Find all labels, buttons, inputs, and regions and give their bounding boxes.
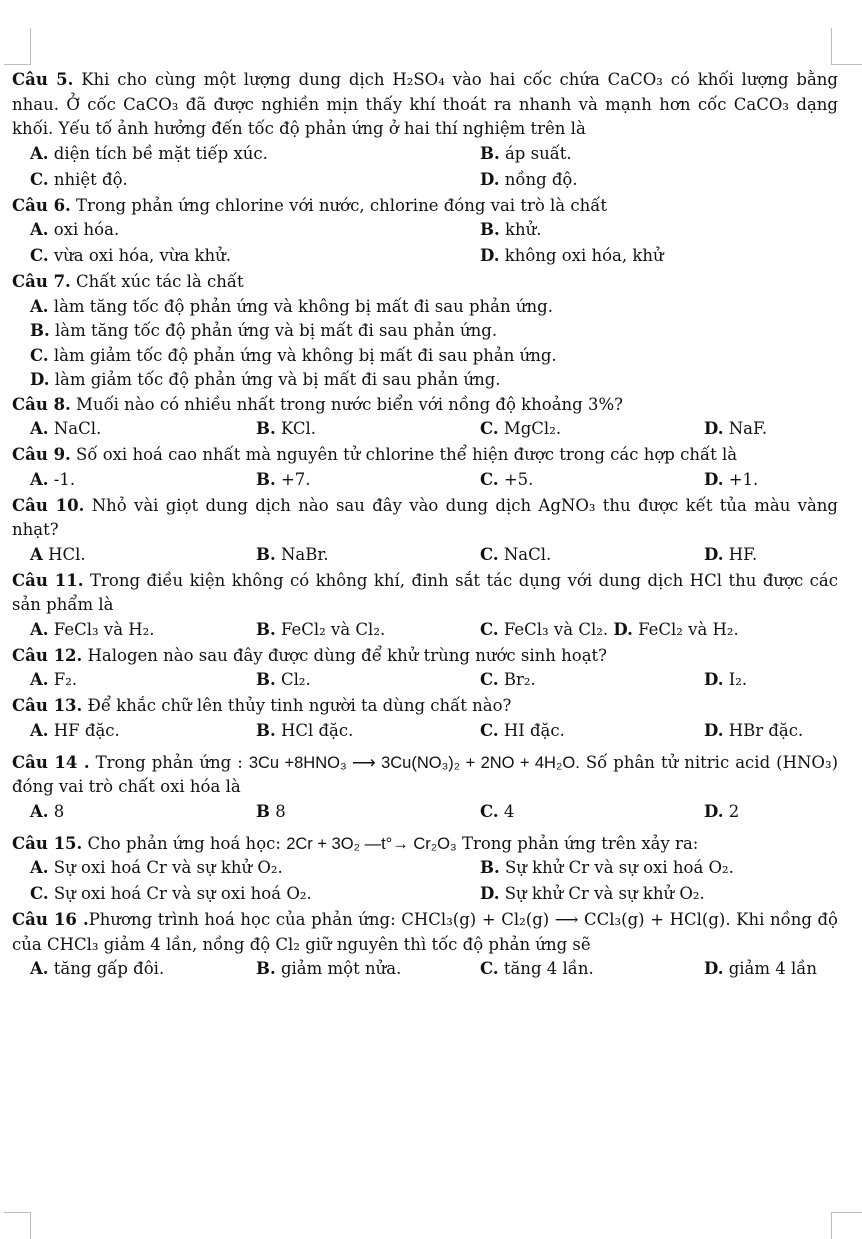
option-d[interactable]: D. Sự khử Cr và sự khử O₂. xyxy=(480,884,705,903)
question-text-continued: Khi nồng độ của CHCl₃ giảm 4 lần, nồng độ Cl₂ giữ nguyên thì tốc độ phản ứng sẽ xyxy=(12,910,838,954)
option-b[interactable]: B 8 xyxy=(256,801,286,821)
question-9 xyxy=(12,443,838,494)
options-row xyxy=(12,468,838,494)
option-c[interactable]: C. vừa oxi hóa, vừa khử. xyxy=(30,246,232,265)
question-number: Câu 16 . xyxy=(12,910,89,929)
option-d[interactable]: D. nồng độ. xyxy=(480,169,578,189)
option-b[interactable]: B. giảm một nửa. xyxy=(256,959,402,978)
option-d-label[interactable]: D. xyxy=(613,619,633,639)
option-d[interactable]: D. 2 xyxy=(704,801,740,821)
question-number: Câu 10. xyxy=(12,495,85,515)
options-row xyxy=(12,618,838,644)
option-c[interactable]: C. 4 xyxy=(480,801,515,821)
option-d[interactable]: D. HF. xyxy=(704,544,758,564)
question-number: Câu 11. xyxy=(12,570,84,590)
question-number: Câu 7. xyxy=(12,272,71,291)
question-number: Câu 13. xyxy=(12,696,83,715)
question-text: Trong điều kiện không có không khí, đinh sắt tác dụng với dung dịch HCl thu được các sản phẩm là xyxy=(12,570,838,614)
question-15 xyxy=(12,832,838,909)
question-7 xyxy=(12,270,838,393)
question-text: Để khắc chữ lên thủy tinh người ta dùng chất nào? xyxy=(87,696,512,715)
option-c[interactable]: C. HI đặc. xyxy=(480,720,565,740)
question-text: Phương trình hoá học của phản ứng: xyxy=(88,910,396,929)
options-row xyxy=(12,800,838,826)
option-d[interactable]: D. làm giảm tốc độ phản ứng và bị mất đi sau phản ứng. xyxy=(30,370,501,389)
options-row xyxy=(12,856,838,882)
option-c[interactable]: C. nhiệt độ. xyxy=(30,169,128,189)
question-number: Câu 12. xyxy=(12,645,83,665)
question-5 xyxy=(12,68,838,194)
option-c[interactable]: C. tăng 4 lần. xyxy=(480,959,594,978)
options-row xyxy=(12,244,838,270)
options-row xyxy=(12,668,838,694)
question-number: Câu 6. xyxy=(12,195,71,215)
option-a[interactable]: A HCl. xyxy=(30,544,86,564)
option-d[interactable]: D. giảm 4 lần xyxy=(704,959,818,978)
question-text: Trong phản ứng : xyxy=(95,752,243,772)
option-b[interactable]: B. FeCl₂ và Cl₂. xyxy=(256,619,386,639)
crop-mark-bottom-right xyxy=(831,1212,862,1239)
question-text-continued: Trong phản ứng trên xảy ra: xyxy=(461,833,699,853)
option-a[interactable]: A. F₂. xyxy=(30,670,78,689)
option-c[interactable]: C. làm giảm tốc độ phản ứng và không bị mất đi sau phản ứng. xyxy=(30,345,557,365)
question-16 xyxy=(12,908,838,983)
option-a[interactable]: A. Sự oxi hoá Cr và sự khử O₂. xyxy=(30,858,283,877)
option-d[interactable]: D. HBr đặc. xyxy=(704,720,804,740)
option-d[interactable]: D. +1. xyxy=(704,469,759,489)
question-12 xyxy=(12,644,838,695)
option-d[interactable]: D. NaF. xyxy=(704,419,768,438)
option-a[interactable]: A. 8 xyxy=(30,801,65,821)
question-number: Câu 14 . xyxy=(12,752,90,772)
option-a[interactable]: A. oxi hóa. xyxy=(30,220,120,239)
question-text: Muối nào có nhiều nhất trong nước biển với nồng độ khoảng 3%? xyxy=(76,394,623,414)
question-number: Câu 15. xyxy=(12,833,83,853)
option-a[interactable]: A. HF đặc. xyxy=(30,720,120,740)
question-text: Khi cho cùng một lượng dung dịch H₂SO₄ vào hai cốc chứa CaCO₃ có khối lượng bằng nhau. Ở cốc CaCO₃ đã được nghiền mịn thấy khí thoát ra nhanh và mạnh hơn cốc CaCO₃ dạng khối. Yếu tố ảnh hưởng đến tốc độ phản ứng ở hai thí nghiệm trên là xyxy=(12,70,838,138)
option-c[interactable]: C. Br₂. xyxy=(480,670,536,689)
option-d[interactable]: D. không oxi hóa, khử xyxy=(480,246,664,265)
option-b[interactable]: B. Sự khử Cr và sự oxi hoá O₂. xyxy=(480,858,734,877)
option-c[interactable]: C. MgCl₂. xyxy=(480,419,562,438)
question-number: Câu 5. xyxy=(12,70,74,89)
option-b[interactable]: B. NaBr. xyxy=(256,544,329,564)
question-list xyxy=(12,68,838,983)
options-row xyxy=(12,882,838,908)
option-a[interactable]: A. diện tích bề mặt tiếp xúc. xyxy=(30,143,268,163)
question-text: Số oxi hoá cao nhất mà nguyên tử chlorine thể hiện được trong các hợp chất là xyxy=(76,445,738,464)
option-b[interactable]: B. áp suất. xyxy=(480,143,572,163)
options-row xyxy=(12,957,838,983)
question-text: Cho phản ứng hoá học: xyxy=(87,833,281,853)
option-b[interactable]: B. +7. xyxy=(256,469,311,489)
option-c[interactable]: C. Sự oxi hoá Cr và sự oxi hoá O₂. xyxy=(30,884,312,903)
crop-mark-top-left xyxy=(4,28,31,65)
options-row xyxy=(12,218,838,244)
question-text: Halogen nào sau đây được dùng để khử trùng nước sinh hoạt? xyxy=(87,645,608,665)
option-b[interactable]: B. Cl₂. xyxy=(256,670,311,689)
option-c[interactable]: C. NaCl. xyxy=(480,544,552,564)
options-row xyxy=(12,543,838,569)
option-a[interactable]: A. FeCl₃ và H₂. xyxy=(30,619,155,639)
option-c[interactable]: C. +5. xyxy=(480,469,534,489)
option-a[interactable]: A. -1. xyxy=(30,469,76,489)
option-b[interactable]: B. KCl. xyxy=(256,419,316,438)
chemical-equation: 3Cu +8HNO₃ ⟶ 3Cu(NO₃)₂ + 2NO + 4H₂O. xyxy=(248,753,580,772)
option-a[interactable]: A. làm tăng tốc độ phản ứng và không bị mất đi sau phản ứng. xyxy=(30,296,553,316)
question-text-continued: Số phân tử nitric acid (HNO₃) đóng vai trò chất oxi hóa là xyxy=(12,752,839,796)
question-6 xyxy=(12,194,838,271)
question-text: Chất xúc tác là chất xyxy=(76,272,244,291)
question-number: Câu 8. xyxy=(12,394,71,414)
question-13 xyxy=(12,694,838,745)
chemical-equation: CHCl₃(g) + Cl₂(g) ⟶ CCl₃(g) + HCl(g). xyxy=(401,910,731,929)
chemical-equation: 2Cr + 3O₂ —t°→ Cr₂O₃ xyxy=(286,834,457,853)
options-row xyxy=(12,168,838,194)
option-b[interactable]: B. khử. xyxy=(480,220,542,239)
question-11 xyxy=(12,569,838,644)
crop-mark-bottom-left xyxy=(4,1212,31,1239)
option-b[interactable]: B. làm tăng tốc độ phản ứng và bị mất đi sau phản ứng. xyxy=(30,321,498,340)
options-row xyxy=(12,417,838,443)
question-10 xyxy=(12,494,838,569)
option-b[interactable]: B. HCl đặc. xyxy=(256,720,354,740)
crop-mark-top-right xyxy=(831,28,862,65)
option-c[interactable]: C. FeCl₃ và Cl₂. D. FeCl₂ và H₂. xyxy=(480,619,739,639)
question-text: Nhỏ vài giọt dung dịch nào sau đây vào dung dịch AgNO₃ thu được kết tủa màu vàng nhạt? xyxy=(12,495,838,539)
option-a[interactable]: A. tăng gấp đôi. xyxy=(30,959,165,978)
options-row xyxy=(12,719,838,745)
question-number: Câu 9. xyxy=(12,445,71,464)
options-row xyxy=(12,142,838,168)
question-text: Trong phản ứng chlorine với nước, chlorine đóng vai trò là chất xyxy=(76,195,607,215)
option-d-text[interactable]: FeCl₂ và H₂. xyxy=(638,619,739,639)
question-14 xyxy=(12,751,838,826)
option-a[interactable]: A. NaCl. xyxy=(30,419,102,438)
question-8 xyxy=(12,393,838,444)
option-d[interactable]: D. I₂. xyxy=(704,670,748,689)
